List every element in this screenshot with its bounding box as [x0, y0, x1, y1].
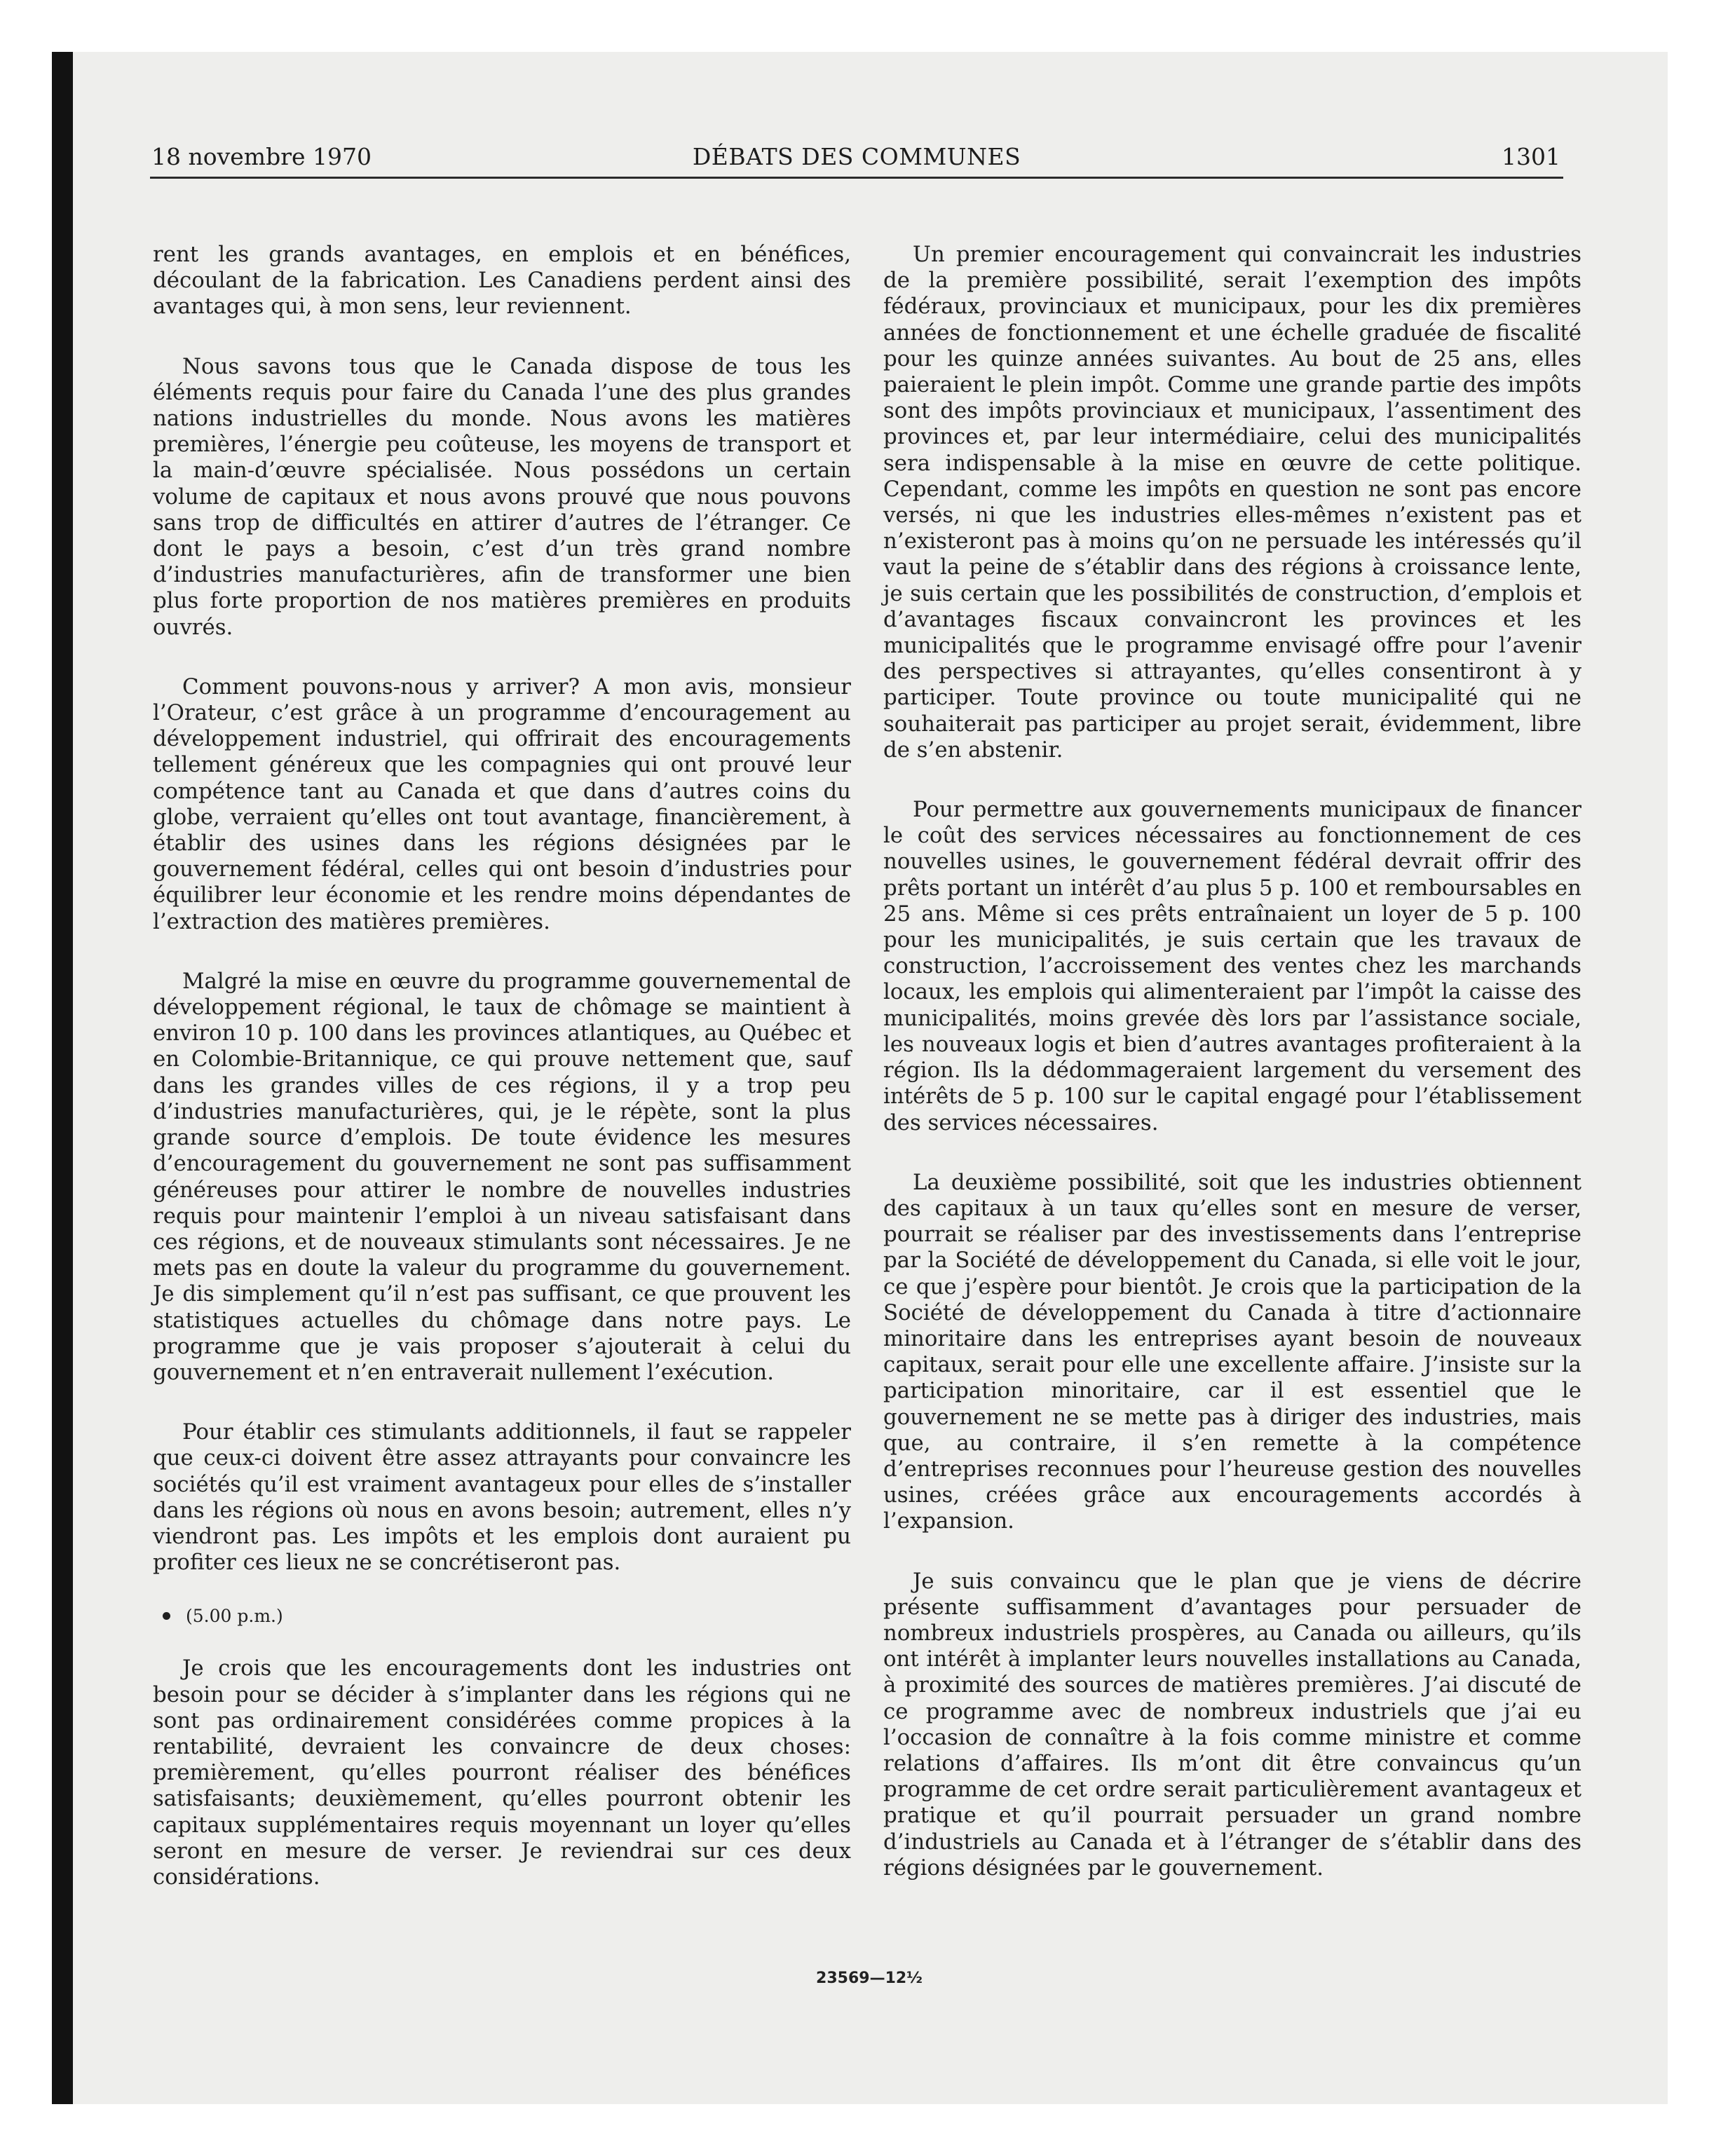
- paragraph: rent les grands avantages, en emplois et en bénéfices, découlant de la fabrication. Les Canadiens perdent ainsi des avantages qui, à mon sens, leur reviennent.: [153, 242, 851, 320]
- time-marker: [153, 1605, 851, 1628]
- paragraph: Je suis convaincu que le plan que je viens de décrire présente suffisamment d’avantages pour persuader de nombreux industriels prospères, au Canada ou ailleurs, qu’ils ont intérêt à implanter leurs nouvelles installations au Canada, à proximité des sources de matières premières. J’ai discuté de ce programme avec de nombreux industriels que j’ai eu l’occasion de connaître à la fois comme ministre et comme relations d’affaires. Ils m’ont dit être convaincus qu’un programme de cet ordre serait particulièrement avantageux et pratique et qu’il pourrait persuader un grand nombre d’industriels au Canada et à l’étranger de s’établir dans des régions désignées par le gouvernement.: [883, 1568, 1581, 1881]
- paragraph: Un premier encouragement qui convaincrait les industries de la première possibilité, serait l’exemption des impôts fédéraux, provinciaux et municipaux, pour les dix premières années de fonctionnement et une échelle graduée de fiscalité pour les quinze années suivantes. Au bout de 25 ans, elles paieraient le plein impôt. Comme une grande partie des impôts sont des impôts provinciaux et municipaux, l’assentiment des provinces et, par leur intermédiaire, celui des municipalités sera indispensable à la mise en œuvre de cette politique. Cependant, comme les impôts en question ne sont pas encore versés, ni que les industries elles-mêmes n’existent pas et n’existeront pas à moins qu’on ne persuade les intéressés qu’il vaut la peine de s’établir dans des régions à croissance lente, je suis certain que les possibilités de construction, d’emplois et d’avantages fiscaux convaincront les provinces et les municipalités que le programme envisagé offre pour l’avenir des perspectives si attrayantes, qu’elles consentiront à y participer. Toute province ou toute municipalité qui ne souhaiterait pas participer au projet serait, évidemment, libre de s’en abstenir.: [883, 242, 1581, 763]
- bullet-icon: [163, 1612, 170, 1620]
- paragraph: Nous savons tous que le Canada dispose de tous les éléments requis pour faire du Canada l’une des plus grandes nations industrielles du monde. Nous avons les matières premières, l’énergie peu coûteuse, les moyens de transport et la main-d’œuvre spécialisée. Nous possédons un certain volume de capitaux et nous avons prouvé que nous pouvons sans trop de difficultés en attirer d’autres de l’étranger. Ce dont le pays a besoin, c’est d’un très grand nombre d’industries manufacturières, afin de transformer une bien plus forte proportion de nos matières premières en produits ouvrés.: [153, 353, 851, 640]
- footer-code: 23569—12½: [816, 1970, 923, 1987]
- paragraph: Pour établir ces stimulants additionnels, il faut se rappeler que ceux-ci doivent être assez attrayants pour convaincre les sociétés qu’il est vraiment avantageux pour elles de s’installer dans les régions où nous en avons besoin; autrement, elles n’y viendront pas. Les impôts et les emplois dont auraient pu profiter ces lieux ne se concrétiseront pas.: [153, 1419, 851, 1576]
- header-title: DÉBATS DES COMMUNES: [692, 143, 1021, 170]
- time-marker-text: (5.00 p.m.): [186, 1606, 283, 1627]
- paragraph: Malgré la mise en œuvre du programme gouvernemental de développement régional, le taux de chômage se maintient à environ 10 p. 100 dans les provinces atlantiques, au Québec et en Colombie-Britannique, ce qui prouve nettement que, sauf dans les grandes villes de ces régions, il y a trop peu d’industries manufacturières, qui, je le répète, sont la plus grande source d’emplois. De toute évidence les mesures d’encouragement du gouvernement ne sont pas suffisamment généreuses pour attirer le nombre de nouvelles industries requis pour maintenir l’emploi à un niveau satisfaisant dans ces régions, et de nouveaux stimulants sont nécessaires. Je ne mets pas en doute la valeur du programme du gouvernement. Je dis simplement qu’il n’est pas suffisant, ce que prouvent les statistiques actuelles du chômage dans notre pays. Le programme que je vais proposer s’ajouterait à celui du gouvernement et n’en entraverait nullement l’exécution.: [153, 968, 851, 1385]
- page-header: [150, 142, 1563, 179]
- header-date: 18 novembre 1970: [151, 143, 372, 170]
- paragraph: Comment pouvons-nous y arriver? A mon avis, monsieur l’Orateur, c’est grâce à un programme d’encouragement au développement industriel, qui offrirait des encouragements tellement généreux que les compagnies qui ont prouvé leur compétence tant au Canada et que dans d’autres coins du globe, verraient qu’elles ont tout avantage, financièrement, à établir des usines dans les régions désignées par le gouvernement fédéral, celles qui ont besoin d’industries pour équilibrer leur économie et les rendre moins dépendantes de l’extraction des matières premières.: [153, 674, 851, 934]
- paragraph: La deuxième possibilité, soit que les industries obtiennent des capitaux à un taux qu’elles sont en mesure de verser, pourrait se réaliser par des investissements dans l’entreprise par la Société de développement du Canada, si elle voit le jour, ce que j’espère pour bientôt. Je crois que la participation de la Société de développement du Canada à titre d’actionnaire minoritaire dans les entreprises ayant besoin de nouveaux capitaux, serait pour elle une excellente affaire. J’insiste sur la participation minoritaire, car il est essentiel que le gouvernement ne se mette pas à diriger des industries, mais que, au contraire, il s’en remette à la compétence d’entreprises reconnues pour l’heureuse gestion des nouvelles usines, créées grâce aux encouragements accordés à l’expansion.: [883, 1169, 1581, 1534]
- paragraph: Je crois que les encouragements dont les industries ont besoin pour se décider à s’implanter dans les régions qui ne sont pas ordinairement considérées comme propices à la rentabilité, devraient les convaincre de deux choses: premièrement, qu’elles pourront réaliser des bénéfices satisfaisants; deuxièmement, qu’elles pourront obtenir les capitaux supplémentaires requis moyennant un loyer qu’elles seront en mesure de verser. Je reviendrai sur ces deux considérations.: [153, 1656, 851, 1890]
- right-column: [883, 242, 1581, 1915]
- paragraph: Pour permettre aux gouvernements municipaux de financer le coût des services nécessaires au fonctionnement de ces nouvelles usines, le gouvernement fédéral devrait offrir des prêts portant un intérêt d’au plus 5 p. 100 et remboursables en 25 ans. Même si ces prêts entraînaient un loyer de 5 p. 100 pour les municipalités, je suis certain que les travaux de construction, l’accroissement des ventes chez les marchands locaux, les emplois qui alimenteraient par l’impôt la caisse des municipalités, moins grevée dès lors par l’assistance sociale, les nouveaux logis et bien d’autres avantages profiteraient à la région. Ils la dédommageraient largement du versement des intérêts de 5 p. 100 sur le capital engagé pour l’établissement des services nécessaires.: [883, 797, 1581, 1135]
- header-page-number: 1301: [1502, 143, 1560, 170]
- left-column: [153, 242, 851, 1924]
